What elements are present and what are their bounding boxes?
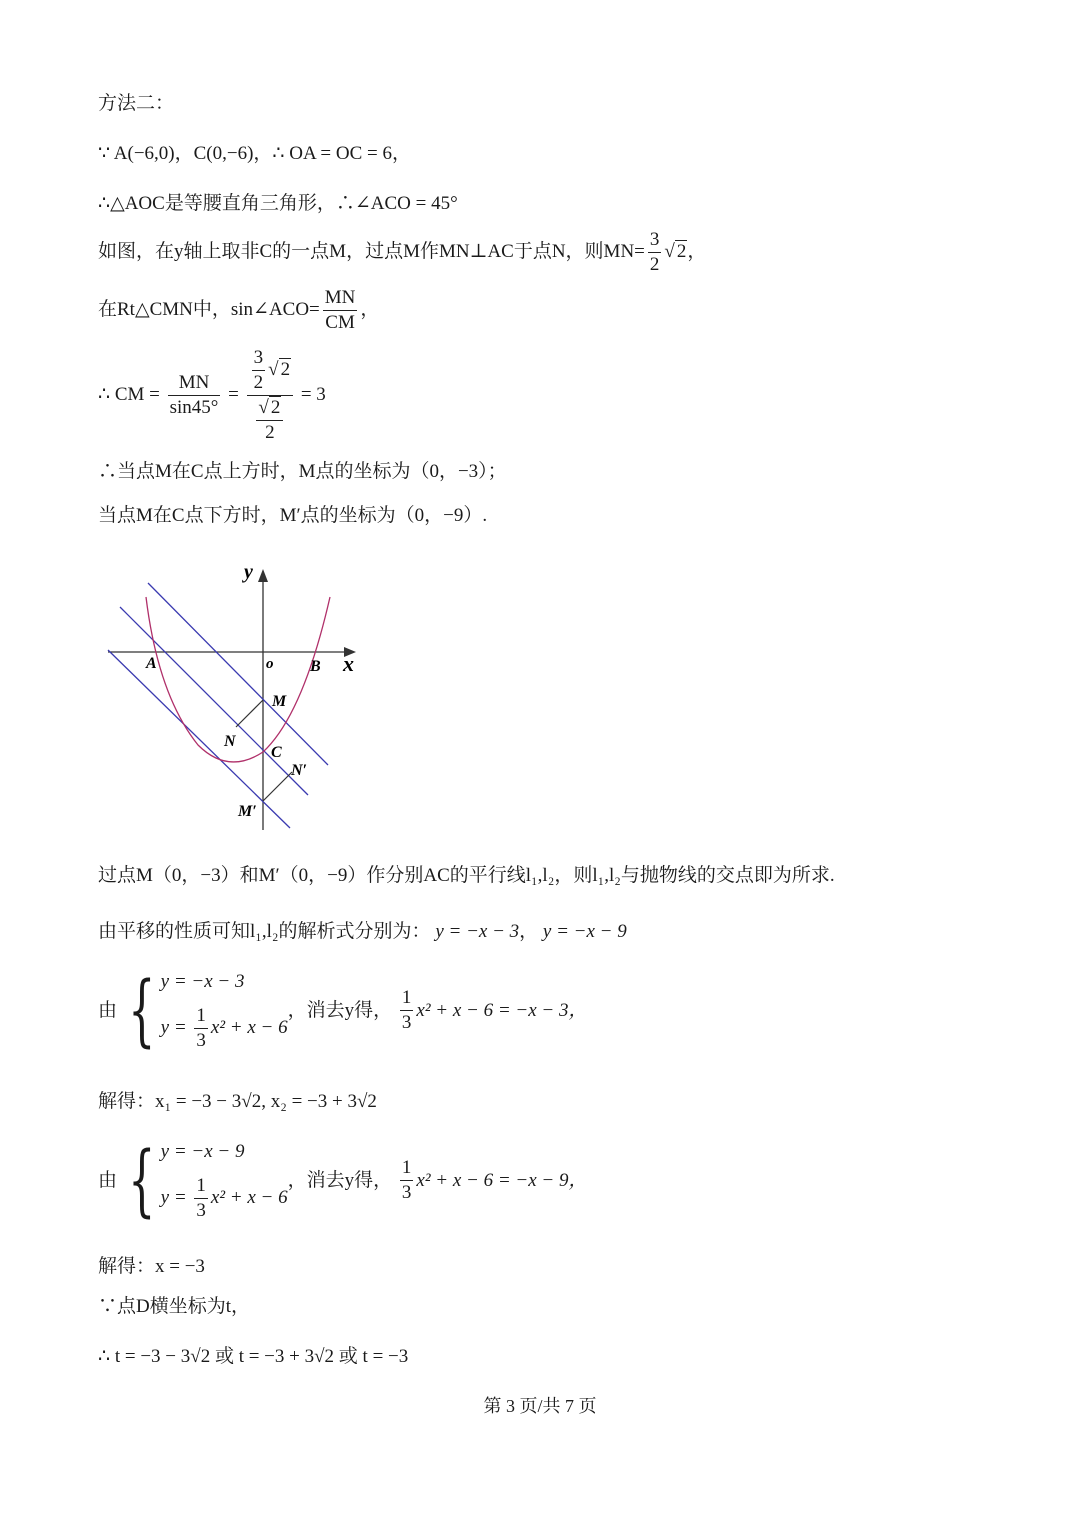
label-n-prime: N′: [291, 762, 308, 779]
page-footer: 第 3 页/共 7 页: [483, 1396, 597, 1416]
sqrt: √ 2: [664, 240, 687, 262]
label-y: y: [244, 561, 253, 583]
solution-one: 解得：x₁ = −3 − 3√2, x₂ = −3 + 3√2: [98, 1091, 377, 1112]
line-l1: [148, 583, 328, 765]
label-a: A: [146, 655, 157, 672]
fraction: $\frac{MN}{CM}$: [324, 287, 356, 333]
label-n: N: [224, 733, 236, 750]
line-final-answer: ∴ t = −3 − 3√2 或 t = −3 + 3√2 或 t = −3: [98, 1346, 409, 1367]
label-m-prime: M′: [238, 803, 257, 820]
segment-mn: [236, 700, 263, 727]
line-m-below: 当点M在C点下方时，M′点的坐标为（0，−9）.: [98, 505, 488, 526]
parabola-figure: [98, 555, 378, 845]
compound-fraction: $\frac{3}{2}$ √ 2 $\frac{√ 2}{2}$: [247, 346, 293, 445]
fraction: $\frac{MN}{\sin 45^\circ}$: [169, 372, 219, 418]
line-isosceles: ∴△AOC是等腰直角三角形，∴∠ACO = 45°: [98, 193, 458, 214]
line-given-points: ∵ A(−6,0)，C(0,−6)，∴ OA = OC = 6，: [98, 143, 411, 164]
system-one: 由 { y = −x − 3 y = $\frac{1}{3}$ x² + x − 6 ，消去y得， $\frac{1}{3}$ x² + x − 6 = −x − 3，: [98, 965, 588, 1056]
line-cm-calc: ∴ CM = $\frac{MN}{\sin 45^\circ}$ = $\frac{3}{2}$ √ 2 $\frac{√ 2}{2}$ = 3: [98, 347, 326, 443]
system-two: 由 { y = −x − 9 y = $\frac{1}{3}$ x² + x − 6 ，消去y得， $\frac{1}{3}$ x² + x − 6 = −x − 9，: [98, 1135, 588, 1226]
fraction: $\frac{3}{2}$: [649, 229, 660, 275]
label-b: B: [310, 658, 321, 675]
label-c: C: [271, 744, 282, 761]
line-sine-def: 在Rt△CMN中，sin∠ACO= $\frac{MN}{CM}$ ，: [98, 287, 380, 333]
line-d-abscissa: ∵点D横坐标为t，: [98, 1296, 251, 1317]
y-axis-arrow: [258, 569, 268, 582]
brace: {: [128, 1135, 156, 1226]
line-construction: 如图，在y轴上取非C的一点M，过点M作MN⊥AC于点N，则MN= $\frac{3}{2}$ √ 2，: [98, 229, 707, 275]
segment-mprime-nprime: [263, 772, 292, 801]
method-heading: 方法二：: [98, 93, 175, 114]
label-x: x: [343, 651, 354, 676]
brace: {: [128, 965, 156, 1056]
label-m: M: [272, 693, 287, 710]
parabola-curve: [146, 597, 330, 762]
line-parallel-construction: 过点M（0，−3）和M′（0，−9）作分别AC的平行线l₁,l₂，则l₁,l₂与抛物线的交点即为所求.: [98, 865, 835, 886]
solution-two: 解得：x = −3: [98, 1256, 205, 1277]
label-o: o: [266, 656, 274, 672]
line-m-above: ∴当点M在C点上方时，M点的坐标为（0，−3）；: [98, 461, 507, 482]
line-translation: 由平移的性质可知l₁,l₂的解析式分别为： y = −x − 3， y = −x − 9: [98, 921, 627, 942]
